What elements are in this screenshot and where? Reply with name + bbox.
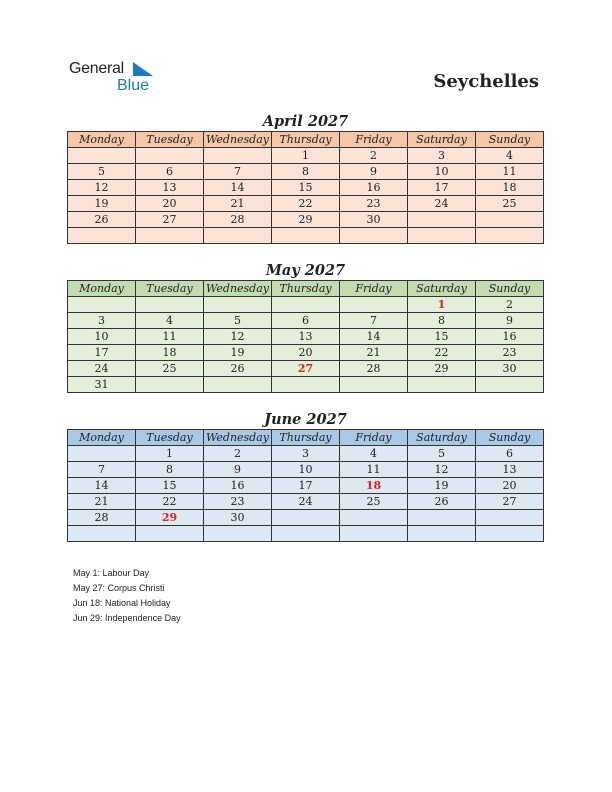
month-table — [67, 429, 544, 542]
day-cell: 30 — [476, 361, 544, 377]
day-cell — [204, 148, 272, 164]
day-cell: 18 — [340, 478, 408, 494]
month-apr — [67, 112, 544, 244]
day-cell: 8 — [136, 462, 204, 478]
day-cell: 10 — [68, 329, 136, 345]
week-row — [68, 494, 544, 510]
day-cell — [272, 526, 340, 542]
day-cell: 7 — [204, 164, 272, 180]
day-cell: 16 — [476, 329, 544, 345]
week-row — [68, 377, 544, 393]
day-cell — [272, 510, 340, 526]
day-cell: 14 — [204, 180, 272, 196]
week-row — [68, 329, 544, 345]
month-table — [67, 131, 544, 244]
day-cell — [204, 377, 272, 393]
week-row — [68, 228, 544, 244]
day-cell — [476, 510, 544, 526]
day-cell: 9 — [204, 462, 272, 478]
day-cell: 17 — [68, 345, 136, 361]
day-cell: 13 — [476, 462, 544, 478]
weekday-header: Tuesday — [136, 281, 204, 297]
week-row — [68, 526, 544, 542]
day-cell: 16 — [340, 180, 408, 196]
weekday-header: Sunday — [476, 430, 544, 446]
day-cell: 13 — [136, 180, 204, 196]
weekday-header: Saturday — [408, 430, 476, 446]
day-cell: 27 — [272, 361, 340, 377]
day-cell — [340, 377, 408, 393]
country-title: Seychelles — [433, 71, 539, 92]
day-cell: 24 — [408, 196, 476, 212]
day-cell — [68, 526, 136, 542]
day-cell: 7 — [68, 462, 136, 478]
day-cell — [136, 228, 204, 244]
day-cell: 21 — [68, 494, 136, 510]
day-cell: 29 — [272, 212, 340, 228]
holiday-note: May 27: Corpus Christi — [73, 583, 165, 593]
day-cell: 6 — [272, 313, 340, 329]
weekday-header: Monday — [68, 430, 136, 446]
week-row — [68, 164, 544, 180]
day-cell — [408, 526, 476, 542]
day-cell: 23 — [204, 494, 272, 510]
weekday-header: Friday — [340, 132, 408, 148]
weekday-header: Tuesday — [136, 132, 204, 148]
day-cell: 20 — [272, 345, 340, 361]
day-cell: 14 — [340, 329, 408, 345]
weekday-header: Monday — [68, 281, 136, 297]
day-cell: 10 — [408, 164, 476, 180]
day-cell: 23 — [340, 196, 408, 212]
day-cell: 4 — [136, 313, 204, 329]
day-cell: 5 — [68, 164, 136, 180]
day-cell: 26 — [68, 212, 136, 228]
day-cell: 8 — [408, 313, 476, 329]
logo-text-blue: Blue — [117, 77, 150, 94]
day-cell: 15 — [408, 329, 476, 345]
day-cell — [408, 212, 476, 228]
week-row — [68, 196, 544, 212]
day-cell: 20 — [476, 478, 544, 494]
day-cell: 25 — [340, 494, 408, 510]
day-cell: 15 — [136, 478, 204, 494]
day-cell: 12 — [408, 462, 476, 478]
day-cell: 25 — [136, 361, 204, 377]
week-row — [68, 478, 544, 494]
day-cell: 22 — [272, 196, 340, 212]
weekday-header: Friday — [340, 430, 408, 446]
day-cell — [68, 228, 136, 244]
day-cell: 3 — [408, 148, 476, 164]
day-cell: 2 — [204, 446, 272, 462]
day-cell: 2 — [476, 297, 544, 313]
weekday-header: Wednesday — [204, 132, 272, 148]
day-cell: 1 — [136, 446, 204, 462]
week-row — [68, 462, 544, 478]
day-cell: 14 — [68, 478, 136, 494]
day-cell: 4 — [340, 446, 408, 462]
weekday-header: Thursday — [272, 430, 340, 446]
month-title: June 2027 — [264, 411, 347, 428]
week-row — [68, 313, 544, 329]
day-cell: 5 — [204, 313, 272, 329]
day-cell: 28 — [68, 510, 136, 526]
day-cell: 8 — [272, 164, 340, 180]
day-cell: 28 — [340, 361, 408, 377]
day-cell — [204, 297, 272, 313]
day-cell: 3 — [68, 313, 136, 329]
day-cell — [272, 228, 340, 244]
day-cell — [408, 228, 476, 244]
day-cell: 26 — [204, 361, 272, 377]
day-cell: 21 — [340, 345, 408, 361]
weekday-header: Thursday — [272, 281, 340, 297]
day-cell — [476, 212, 544, 228]
day-cell: 31 — [68, 377, 136, 393]
day-cell: 11 — [340, 462, 408, 478]
day-cell: 25 — [476, 196, 544, 212]
weekday-header: Friday — [340, 281, 408, 297]
day-cell: 30 — [204, 510, 272, 526]
day-cell: 6 — [476, 446, 544, 462]
day-cell — [136, 297, 204, 313]
day-cell: 6 — [136, 164, 204, 180]
day-cell: 29 — [136, 510, 204, 526]
day-cell — [408, 377, 476, 393]
day-cell: 2 — [340, 148, 408, 164]
weekday-header: Sunday — [476, 281, 544, 297]
day-cell — [476, 228, 544, 244]
weekday-header: Saturday — [408, 132, 476, 148]
day-cell: 19 — [204, 345, 272, 361]
day-cell: 9 — [476, 313, 544, 329]
day-cell — [340, 526, 408, 542]
week-row — [68, 345, 544, 361]
day-cell: 22 — [408, 345, 476, 361]
day-cell: 17 — [272, 478, 340, 494]
day-cell: 12 — [68, 180, 136, 196]
weekday-header: Wednesday — [204, 430, 272, 446]
month-title: May 2027 — [265, 262, 346, 279]
week-row — [68, 180, 544, 196]
logo-flag-icon — [133, 62, 153, 76]
day-cell: 24 — [272, 494, 340, 510]
day-cell: 3 — [272, 446, 340, 462]
day-cell — [136, 526, 204, 542]
month-title: April 2027 — [262, 113, 349, 130]
day-cell: 27 — [136, 212, 204, 228]
holiday-note: May 1: Labour Day — [73, 568, 150, 578]
weekday-header: Saturday — [408, 281, 476, 297]
day-cell — [272, 377, 340, 393]
day-cell — [204, 228, 272, 244]
day-cell — [204, 526, 272, 542]
day-cell: 27 — [476, 494, 544, 510]
day-cell: 1 — [408, 297, 476, 313]
day-cell: 11 — [136, 329, 204, 345]
week-row — [68, 361, 544, 377]
week-row — [68, 297, 544, 313]
day-cell: 28 — [204, 212, 272, 228]
day-cell: 5 — [408, 446, 476, 462]
day-cell: 20 — [136, 196, 204, 212]
day-cell: 22 — [136, 494, 204, 510]
day-cell: 9 — [340, 164, 408, 180]
week-row — [68, 510, 544, 526]
day-cell — [68, 148, 136, 164]
weekday-header: Sunday — [476, 132, 544, 148]
week-row — [68, 446, 544, 462]
day-cell: 4 — [476, 148, 544, 164]
week-row — [68, 148, 544, 164]
day-cell: 17 — [408, 180, 476, 196]
day-cell — [68, 297, 136, 313]
day-cell: 19 — [68, 196, 136, 212]
holiday-note: Jun 29: Independence Day — [73, 613, 181, 623]
weekday-header: Wednesday — [204, 281, 272, 297]
day-cell: 10 — [272, 462, 340, 478]
day-cell — [340, 297, 408, 313]
day-cell: 19 — [408, 478, 476, 494]
day-cell — [340, 510, 408, 526]
month-table — [67, 280, 544, 393]
day-cell: 15 — [272, 180, 340, 196]
holiday-note: Jun 18: National Holiday — [73, 598, 171, 608]
weekday-header: Thursday — [272, 132, 340, 148]
day-cell: 29 — [408, 361, 476, 377]
day-cell — [272, 297, 340, 313]
month-jun — [67, 410, 544, 542]
day-cell: 7 — [340, 313, 408, 329]
day-cell — [136, 148, 204, 164]
day-cell: 24 — [68, 361, 136, 377]
weekday-header: Tuesday — [136, 430, 204, 446]
holiday-notes — [73, 566, 181, 626]
day-cell — [476, 526, 544, 542]
day-cell: 18 — [476, 180, 544, 196]
logo-text-general: General — [69, 60, 124, 77]
logo — [69, 60, 159, 96]
day-cell — [136, 377, 204, 393]
day-cell: 26 — [408, 494, 476, 510]
day-cell: 18 — [136, 345, 204, 361]
day-cell — [68, 446, 136, 462]
month-may — [67, 261, 544, 393]
day-cell: 11 — [476, 164, 544, 180]
day-cell: 23 — [476, 345, 544, 361]
day-cell: 1 — [272, 148, 340, 164]
day-cell — [340, 228, 408, 244]
day-cell — [476, 377, 544, 393]
day-cell: 12 — [204, 329, 272, 345]
day-cell: 30 — [340, 212, 408, 228]
week-row — [68, 212, 544, 228]
weekday-header: Monday — [68, 132, 136, 148]
day-cell — [408, 510, 476, 526]
day-cell: 13 — [272, 329, 340, 345]
day-cell: 16 — [204, 478, 272, 494]
day-cell: 21 — [204, 196, 272, 212]
